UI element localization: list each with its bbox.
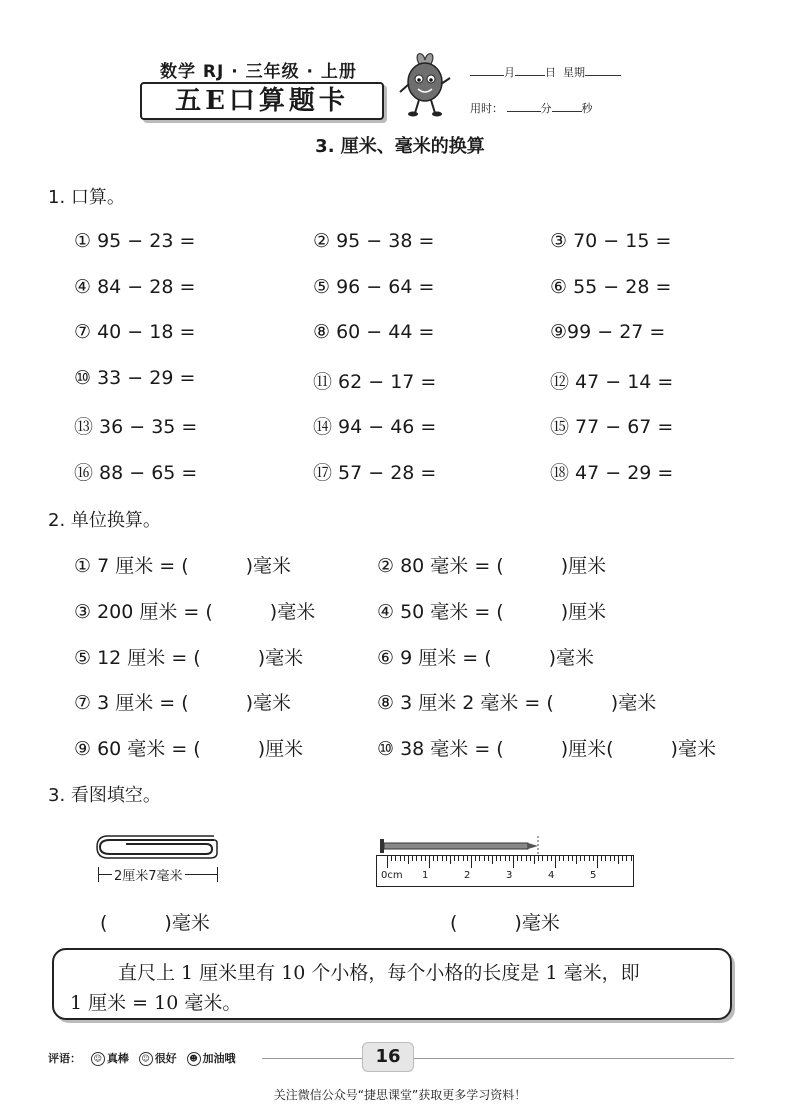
ruler-label: 1 [422, 870, 429, 881]
page-number: 16 [362, 1042, 414, 1072]
ruler-tick [425, 856, 426, 861]
ruler-tick [412, 856, 413, 861]
ruler-tick [521, 856, 522, 861]
arithmetic-problem: ⑰ 57 − 28 = [313, 462, 437, 484]
eval-option: 很好 [154, 1052, 177, 1065]
ruler-tick [416, 856, 417, 861]
ruler-tick [391, 856, 392, 861]
ruler-tick [614, 856, 615, 861]
arithmetic-problem: ⑧ 60 − 44 = [313, 321, 435, 343]
unit-conversion-problem: ⑩ 38 毫米 = ( )厘米( )毫米 [377, 738, 716, 760]
ruler-tick [387, 856, 388, 868]
ruler-tick [568, 856, 569, 861]
ruler-label: 5 [590, 870, 597, 881]
ruler-tick [408, 856, 409, 864]
clip-answer-blank: ( )毫米 [100, 912, 210, 934]
eval-option: 加油哦 [202, 1052, 236, 1065]
clip-length-dimension [98, 864, 218, 884]
radish-mascot-icon [395, 50, 455, 118]
ruler-tick [530, 856, 531, 861]
nail-answer-blank: ( )毫米 [450, 912, 560, 934]
subject-grade-label: 数学 RJ · 三年级 · 上册 [160, 62, 357, 82]
ruler-tick [593, 856, 594, 861]
ruler-tick [395, 856, 396, 861]
ruler-tick [576, 856, 577, 864]
footer-divider [262, 1058, 734, 1059]
time-used-line: 用时： 分 秒 [470, 102, 593, 115]
unit-conversion-problem: ④ 50 毫米 = ( )厘米 [377, 601, 607, 623]
arithmetic-problem: ⑮ 77 − 67 = [550, 416, 674, 438]
ruler-tick [437, 856, 438, 861]
arithmetic-problem: ① 95 − 23 = [74, 230, 196, 252]
paper-clip-icon [96, 832, 220, 862]
ruler-tick [479, 856, 480, 861]
ruler-tick [488, 856, 489, 861]
ruler-tick [463, 856, 464, 861]
ruler-tick [421, 856, 422, 861]
ruler-tick [509, 856, 510, 861]
workbook-title: 五E口算题卡 [140, 82, 384, 120]
arithmetic-problem: ⑫ 47 − 14 = [550, 371, 674, 393]
arithmetic-problem: ⑨99 − 27 = [550, 321, 666, 343]
ruler-tick [505, 856, 506, 861]
unit-conversion-problem: ⑥ 9 厘米 = ( )毫米 [377, 647, 595, 669]
ruler-tick [517, 856, 518, 861]
ruler-tick [610, 856, 611, 861]
ruler-tick [500, 856, 501, 861]
ruler-label: 2 [464, 870, 471, 881]
ruler-tick [563, 856, 564, 861]
ruler-tick [631, 856, 632, 861]
tip-line-2: 1 厘米 = 10 毫米。 [70, 992, 242, 1014]
unit-conversion-problem: ⑨ 60 毫米 = ( )厘米 [74, 738, 304, 760]
ruler-tick [526, 856, 527, 861]
ruler-tick [492, 856, 493, 864]
ruler [376, 855, 634, 887]
ruler-tick [484, 856, 485, 861]
ruler-tick [559, 856, 560, 861]
ruler-label: 0cm [381, 870, 403, 881]
promo-note: 关注微信公众号“捷思课堂”获取更多学习资料！ [273, 1088, 527, 1102]
ruler-tick [555, 856, 556, 868]
arithmetic-problem: ⑪ 62 − 17 = [313, 371, 437, 393]
unit-conversion-problem: ② 80 毫米 = ( )厘米 [377, 555, 607, 577]
evaluation-row: 评语： ☺ 真棒 ☺ 很好 ☻ 加油哦 [48, 1052, 236, 1065]
arithmetic-problem: ⑥ 55 − 28 = [550, 276, 672, 298]
ruler-tick [429, 856, 430, 868]
ruler-tick [589, 856, 590, 861]
ruler-tick [534, 856, 535, 864]
arithmetic-problem: ② 95 − 38 = [313, 230, 435, 252]
section-2-heading: 2. 单位换算。 [48, 510, 161, 531]
nail-icon [380, 836, 542, 856]
ruler-tick [538, 856, 539, 861]
ruler-tick [454, 856, 455, 861]
ruler-tick [442, 856, 443, 861]
ruler-tick [496, 856, 497, 861]
date-fill-line: 月 日 星期 [470, 64, 621, 80]
ruler-tick [400, 856, 401, 861]
ruler-tick [584, 856, 585, 861]
ruler-tick [597, 856, 598, 868]
arithmetic-problem: ③ 70 − 15 = [550, 230, 672, 252]
ruler-tick [622, 856, 623, 861]
ruler-tick [513, 856, 514, 868]
section-3-heading: 3. 看图填空。 [48, 785, 161, 806]
arithmetic-problem: ⑱ 47 − 29 = [550, 462, 674, 484]
ruler-tick [551, 856, 552, 861]
section-1-heading: 1. 口算。 [48, 187, 125, 208]
arithmetic-problem: ④ 84 − 28 = [74, 276, 196, 298]
arithmetic-problem: ⑩ 33 − 29 = [74, 367, 196, 389]
arithmetic-problem: ⑭ 94 − 46 = [313, 416, 437, 438]
ruler-tick [471, 856, 472, 868]
grin-face-icon: ☺ [91, 1052, 105, 1066]
arithmetic-problem: ⑯ 88 − 65 = [74, 462, 198, 484]
eval-option: 真棒 [106, 1052, 129, 1065]
ruler-tick [433, 856, 434, 861]
lesson-title: 3. 厘米、毫米的换算 [315, 136, 485, 157]
ruler-tick [446, 856, 447, 861]
ruler-label: 4 [548, 870, 555, 881]
ruler-tick [475, 856, 476, 861]
unit-conversion-problem: ③ 200 厘米 = ( )毫米 [74, 601, 316, 623]
ruler-label: 3 [506, 870, 513, 881]
ruler-tick [450, 856, 451, 864]
ruler-tick [572, 856, 573, 861]
ruler-tick [467, 856, 468, 861]
ruler-tick [547, 856, 548, 861]
ruler-tick [605, 856, 606, 861]
ruler-tick [458, 856, 459, 861]
tip-line-1: 直尺上 1 厘米里有 10 个小格，每个小格的长度是 1 毫米，即 [118, 962, 640, 984]
ruler-tick [626, 856, 627, 861]
unit-conversion-problem: ⑦ 3 厘米 = ( )毫米 [74, 692, 292, 714]
ruler-tick [601, 856, 602, 861]
unit-conversion-problem: ⑧ 3 厘米 2 毫米 = ( )毫米 [377, 692, 657, 714]
ruler-tick [580, 856, 581, 861]
ruler-tick [404, 856, 405, 861]
ruler-tick [542, 856, 543, 861]
ruler-tick [618, 856, 619, 864]
unit-conversion-problem: ⑤ 12 厘米 = ( )毫米 [74, 647, 304, 669]
unit-conversion-problem: ① 7 厘米 = ( )毫米 [74, 555, 292, 577]
smile-face-icon: ☺ [139, 1052, 153, 1066]
arithmetic-problem: ⑤ 96 − 64 = [313, 276, 435, 298]
cheer-face-icon: ☻ [187, 1052, 201, 1066]
arithmetic-problem: ⑦ 40 − 18 = [74, 321, 196, 343]
clip-length-label: 2厘米7毫米 [112, 865, 185, 884]
arithmetic-problem: ⑬ 36 − 35 = [74, 416, 198, 438]
